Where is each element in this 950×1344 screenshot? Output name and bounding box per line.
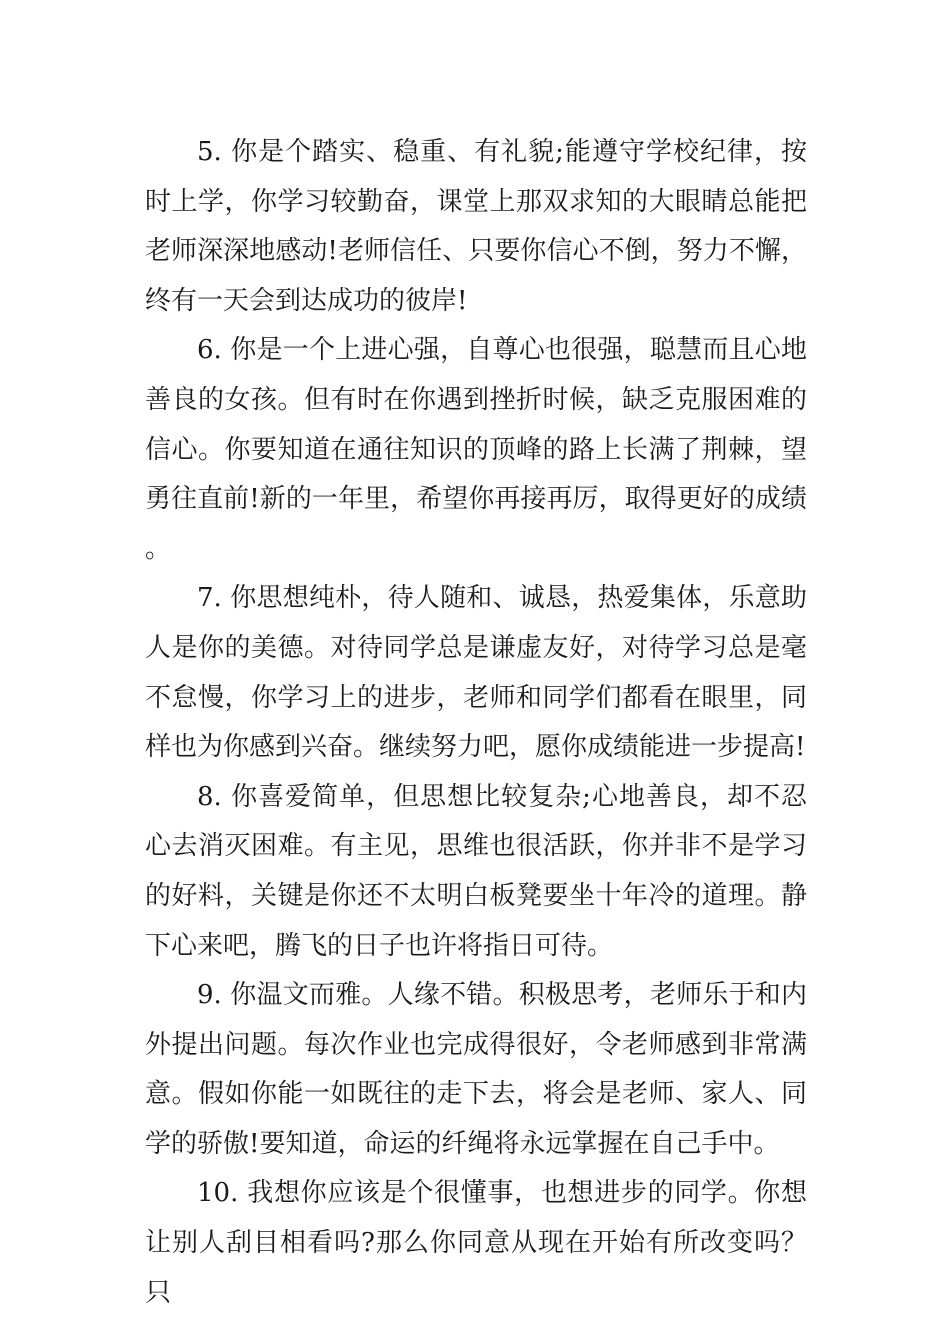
paragraph-8: 8. 你喜爱简单，但思想比较复杂;心地善良，却不忍心去消灭困难。有主见，思维也很活跃，你并非不是学习的好料，关键是你还不太明白板凳要坐十年冷的道理。静下心来吧，腾飞的日子也许将指日可待。 [145, 781, 807, 961]
paragraph-7: 7. 你思想纯朴，待人随和、诚恳，热爱集体，乐意助人是你的美德。对待同学总是谦虚友好，对待学习总是毫不怠慢，你学习上的进步，老师和同学们都看在眼里，同样也为你感到兴奋。继续努力吧，愿你成绩能进一步提高! [145, 583, 807, 763]
paragraph-6: 6. 你是一个上进心强，自尊心也很强，聪慧而且心地善良的女孩。但有时在你遇到挫折时候，缺乏克服困难的信心。你要知道在通往知识的顶峰的路上长满了荆棘，望勇往直前!新的一年里，希望你再接再厉，取得更好的成绩。 [145, 335, 807, 564]
document-body [145, 128, 807, 1318]
paragraph-9: 9. 你温文而雅。人缘不错。积极思考，老师乐于和内外提出问题。每次作业也完成得很好，令老师感到非常满意。假如你能一如既往的走下去，将会是老师、家人、同学的骄傲!要知道，命运的纤绳将永远掌握在自己手中。 [145, 980, 807, 1159]
paragraph-10: 10. 我想你应该是个很懂事，也想进步的同学。你想让别人刮目相看吗?那么你同意从现在开始有所改变吗？只 [145, 1178, 807, 1308]
paragraph-5: 5. 你是个踏实、稳重、有礼貌;能遵守学校纪律，按时上学，你学习较勤奋，课堂上那双求知的大眼睛总能把老师深深地感动!老师信任、只要你信心不倒，努力不懈，终有一天会到达成功的彼岸! [145, 137, 807, 316]
